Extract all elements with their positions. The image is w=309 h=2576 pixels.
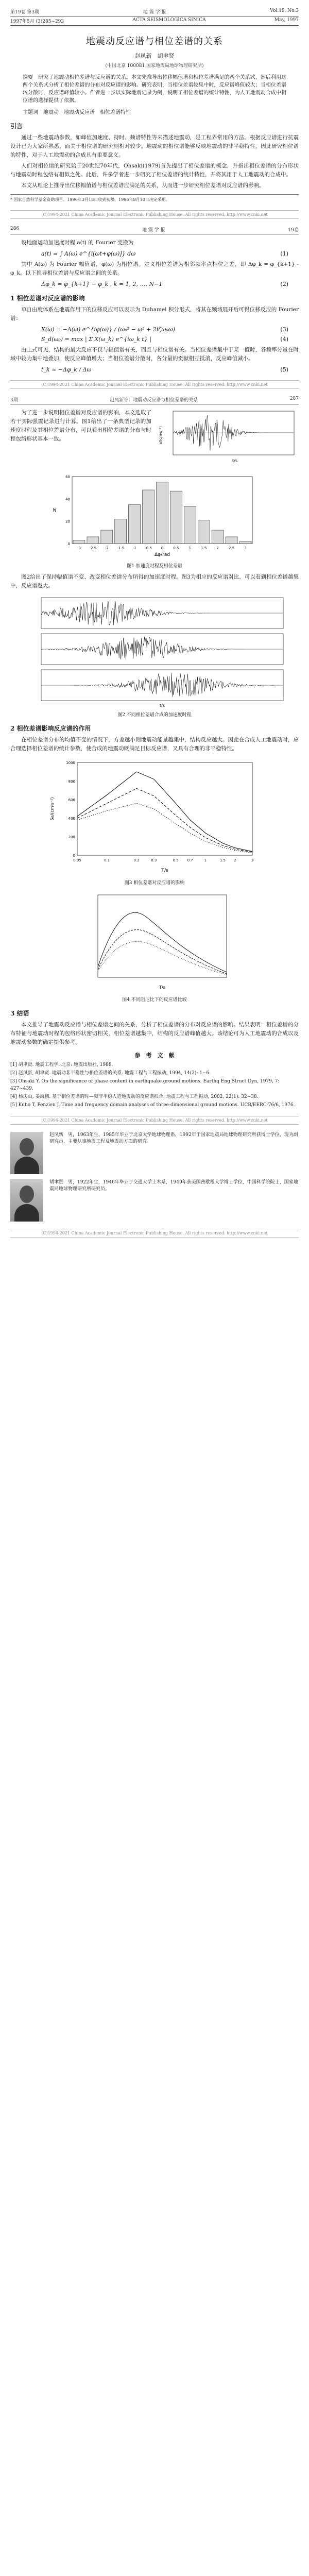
paper-authors: 赵凤新 胡聿贤 bbox=[134, 53, 175, 59]
figure-1-histogram bbox=[10, 471, 299, 569]
header-left: 第19卷 第3期 bbox=[10, 10, 40, 15]
paper-affiliation: (中国北京 100081 国家地震局地球物理研究所) bbox=[105, 63, 204, 69]
y-tick-label: 0 bbox=[73, 854, 75, 858]
x-tick-label: 3 bbox=[251, 858, 254, 862]
copyright-band: (C)1994-2021 China Academic Journal Electronic Publishing House. All rights reserved. http://www.cnki.net bbox=[10, 380, 299, 389]
equation-body: S_d(ω₀) = max | Σ X(ω_k) e^{iω_k t} | bbox=[41, 336, 151, 343]
reference-item: [1] 胡聿贤. 地震工程学. 北京: 地震出版社, 1988. bbox=[10, 1062, 113, 1067]
reference-list bbox=[10, 1061, 299, 1109]
histogram-bar bbox=[73, 540, 85, 544]
paragraph: 由上式可见，结构的最大反应不仅与幅值谱有关，而且与相位谱有关。当相位差谱集中于某一值时，各频率分量在时域中较为集中地叠加，使反应峰值增大；当相位差谱分散时，各分量的贡献相互抵消，反应峰值减小。 bbox=[10, 347, 299, 362]
reference-item: [3] Ohsaki Y. On the significance of phase content in earthquake ground motions. Earthq Eng Struct Dyn, 1979, 7: 427~439. bbox=[10, 1079, 280, 1091]
equation bbox=[41, 326, 288, 333]
header2-right: May, 1997 bbox=[274, 18, 299, 23]
histogram-bar bbox=[101, 530, 113, 544]
spectrum-curve-2 bbox=[98, 930, 227, 974]
x-tick-label: 0.3 bbox=[151, 858, 157, 862]
paragraph: 设地面运动加速度时程 a(t) 的 Fourier 变换为 bbox=[21, 240, 134, 246]
equation-body: X(ω) = −A(ω) e^{iφ(ω)} / (ω₀² − ω² + 2iζω₀ω) bbox=[41, 326, 175, 333]
figure-4 bbox=[10, 890, 299, 1003]
equation-number: (1) bbox=[280, 250, 288, 257]
running-title: 赵凤新等：地震动反应谱与相位差谱的关系 bbox=[110, 398, 198, 403]
paragraph: 为了进一步说明相位差谱对反应谱的影响，本文选取了若干实际强震记录进行计算。图1给出了一条典型记录的加速度时程及其相位差谱分布，可以看出相位差谱的分布与时程包络形状基本一致。 bbox=[10, 410, 151, 442]
y-axis-label: a/(cm·s⁻²) bbox=[159, 426, 163, 445]
x-tick-label: 2 bbox=[216, 546, 219, 550]
x-tick-label: 0.7 bbox=[187, 858, 193, 862]
journal-header bbox=[10, 8, 299, 16]
issue: 3期 bbox=[10, 398, 18, 403]
x-tick-label: 0.5 bbox=[173, 858, 179, 862]
equation-body: t_k ≈ −Δφ_k / Δω bbox=[41, 366, 92, 373]
x-axis-label: t/s bbox=[232, 459, 237, 463]
copyright-band: (C)1994-2021 China Academic Journal Electronic Publishing House. All rights reserved. http://www.cnki.net bbox=[10, 1116, 299, 1125]
x-tick-label: 1 bbox=[204, 858, 207, 862]
spectrum-curve-1 bbox=[98, 912, 227, 972]
histogram-bar bbox=[157, 482, 168, 544]
y-tick-label: 400 bbox=[68, 817, 75, 821]
header2-center: ACTA SEISMOLOGICA SINICA bbox=[132, 18, 206, 23]
author-bio-text: 赵凤新 男，1963年生，1985年毕业于北京大学地球物理系，1992年于国家地震局地球物理研究所获博士学位，现为副研究员，主要从事地震工程及地震动方面的研究。 bbox=[49, 1132, 298, 1144]
paragraph: 人们对相位谱的研究始于20世纪70年代，Ohsaki(1979)首先提出了相位差谱的概念，并指出相位差谱的分布形状与地震动时程包络有相似之处。此后，许多学者进一步研究了相位差谱的统计特性，并将其用于人工地震动的合成中。 bbox=[10, 163, 299, 178]
text-column bbox=[10, 409, 151, 467]
x-tick-label: -2 bbox=[105, 546, 109, 550]
paragraph: 图2给出了保持幅值谱不变、改变相位差谱分布所得的加速度时程。图3为相应的反应谱对比，可以看到相位差谱越集中，反应谱越大。 bbox=[10, 574, 299, 589]
x-tick-label: -2.5 bbox=[89, 546, 97, 550]
equation bbox=[41, 250, 288, 257]
spectrum-series-line bbox=[77, 803, 252, 853]
copyright-band: (C)1994-2021 China Academic Journal Electronic Publishing House. All rights reserved. http://www.cnki.net bbox=[10, 210, 299, 219]
x-tick-label: 1 bbox=[188, 546, 192, 550]
header2-left: 1997年5月 (3)285~293 bbox=[10, 19, 64, 24]
section-intro: 引言 bbox=[10, 123, 23, 130]
histogram-bar bbox=[87, 537, 99, 544]
x-axis-label: Δφ/rad bbox=[154, 552, 170, 557]
y-tick-label: 600 bbox=[68, 798, 75, 802]
volume: 19卷 bbox=[288, 228, 299, 233]
y-tick-label: 0 bbox=[67, 542, 70, 546]
header-center: 地 震 学 报 bbox=[143, 10, 166, 15]
synthetic-accelerograms bbox=[21, 595, 288, 708]
reference-item: [4] 杨庆山, 姜海鹏. 基于相位差谱的时—频非平稳人造地震动的反应谱拟合. 地震工程与工程振动, 2002, 22(1): 32~38. bbox=[10, 1094, 259, 1099]
figure-2 bbox=[10, 595, 299, 718]
plot-frame bbox=[77, 762, 252, 855]
histogram-bar bbox=[198, 520, 210, 544]
x-tick-label: 0.5 bbox=[173, 546, 179, 550]
paragraph: 通过一些地震动参数，如峰值加速度、持时、频谱特性等来描述地震动，是工程界常用的方法。根据反应谱进行抗震设计已为大家所熟悉，而关于相位谱的研究则相对较少。地震动的相位谱能够反映地震动的非平稳特性，因此研究相位谱的特性，对于人工地震动的合成具有重要意义。 bbox=[10, 134, 299, 158]
y-axis-label: N bbox=[53, 508, 57, 513]
header-right: Vol.19, No.3 bbox=[270, 8, 299, 13]
section-heading: 2 相位差谱影响反应谱的作用 bbox=[10, 725, 91, 732]
figure-3 bbox=[10, 757, 299, 886]
figure-row bbox=[10, 409, 299, 467]
page-number: 287 bbox=[289, 396, 299, 401]
paragraph: 在相位差谱分布的均值不变的情况下，方差越小则地震动能量越集中，结构反应越大。因此在合成人工地震动时，应合理选择相位差谱的统计参数，使合成的地震动既满足目标反应谱，又具有合理的非平稳特性。 bbox=[10, 737, 299, 752]
histogram-bar bbox=[239, 541, 251, 544]
references-heading: 参 考 文 献 bbox=[134, 1052, 175, 1059]
x-tick-label: -3 bbox=[77, 546, 81, 550]
copyright-band: (C)1994-2021 China Academic Journal Electronic Publishing House. All rights reserved. http://www.cnki.net bbox=[10, 1229, 299, 1238]
x-tick-label: 1.5 bbox=[201, 546, 207, 550]
author-bios bbox=[10, 1132, 299, 1222]
response-spectrum-plot bbox=[46, 757, 263, 876]
acceleration-trace-a bbox=[41, 601, 283, 626]
x-axis-label: T/s bbox=[159, 985, 165, 990]
paper-title: 地震动反应谱与相位差谱的关系 bbox=[86, 36, 223, 47]
equation bbox=[41, 336, 288, 343]
x-tick-label: -1.5 bbox=[117, 546, 125, 550]
y-tick-label: 1000 bbox=[66, 761, 75, 765]
y-tick-label: 800 bbox=[68, 779, 75, 784]
equation bbox=[41, 281, 288, 287]
equation-number: (2) bbox=[280, 281, 288, 287]
equation-body: a(t) = ∫ A(ω) e^{i[ωt+φ(ω)]} dω bbox=[41, 250, 136, 257]
author-photo bbox=[10, 1132, 43, 1174]
spectrum-series-line bbox=[77, 788, 252, 852]
equation-body: Δφ_k = φ_{k+1} − φ_k , k = 1, 2, …, N−1 bbox=[41, 281, 163, 287]
damping-spectrum-plot bbox=[77, 890, 232, 993]
acceleration-trace-c bbox=[41, 673, 283, 697]
accelerogram-plot bbox=[158, 409, 297, 465]
paragraph: 其中 A(ω) 为 Fourier 幅值谱，φ(ω) 为相位谱。定义相位差谱为相邻频率点相位之差，即 Δφ_k = φ_{k+1} - φ_k。以下推导相位差谱与反应谱之间的关系。 bbox=[10, 261, 299, 276]
histogram-bar bbox=[143, 490, 154, 544]
x-tick-label: 3 bbox=[244, 546, 247, 550]
journal-header-2 bbox=[10, 18, 299, 26]
y-tick-label: 200 bbox=[68, 835, 75, 839]
figure-caption: 图3 相位差谱对反应谱的影响 bbox=[124, 880, 185, 886]
keywords: 主题词 地震动 地震动反应谱 相位差谱特性 bbox=[23, 110, 131, 115]
histogram-bar bbox=[115, 519, 127, 544]
histogram-bar bbox=[170, 491, 182, 544]
figure-caption: 图1 加速度时程及相位差谱 bbox=[127, 564, 182, 569]
spectrum-curve-3 bbox=[98, 941, 227, 975]
abstract: 摘要 研究了地震动相位差谱与反应谱的关系。本文先推导出位移幅值谱和相位差谱满足的两个关系式，然后利用这两个关系式分析了相位差谱的分布对反应谱的影响。研究表明，当相位差谱较集中时，反应谱峰值较大；当相位差谱较分散时，反应谱峰值较小。作者进一步以实际地震记录为例，说明了相位差谱的统计特性，为人工地震动合成中相位谱的选择提供了依据。 bbox=[23, 75, 286, 104]
figure-1 bbox=[158, 409, 299, 467]
journal-name: 地 震 学 报 bbox=[142, 228, 165, 233]
x-tick-label: 0.2 bbox=[133, 858, 140, 862]
y-tick-label: 20 bbox=[65, 519, 70, 524]
page-number: 286 bbox=[10, 226, 20, 231]
y-tick-label: 60 bbox=[65, 475, 70, 479]
running-header bbox=[10, 396, 299, 404]
author-bio bbox=[10, 1179, 299, 1222]
x-tick-label: 0.1 bbox=[104, 858, 110, 862]
histogram-bar bbox=[129, 504, 141, 544]
y-axis-label: Sa/(cm·s⁻²) bbox=[50, 797, 55, 821]
equation bbox=[41, 366, 288, 373]
paragraph: 单自由度体系在地震作用下的位移反应可以表示为 Duhamel 积分形式，将其在频域展开后可得位移反应的 Fourier 谱： bbox=[10, 307, 299, 321]
figure-caption: 图4 不同阻尼比下的反应谱比较 bbox=[122, 997, 187, 1003]
histogram-bar bbox=[226, 537, 237, 544]
paragraph: 本文从理论上推导出位移幅值谱与相位差谱应满足的关系，从而进一步研究相位差谱对反应谱的影响。 bbox=[21, 182, 265, 189]
x-tick-label: -1 bbox=[132, 546, 136, 550]
x-tick-label: 1.5 bbox=[219, 858, 226, 862]
x-axis-label: T/s bbox=[161, 868, 168, 873]
histogram-bar bbox=[184, 507, 196, 544]
x-tick-label: 0 bbox=[161, 546, 164, 550]
paper-page bbox=[10, 0, 299, 1238]
spectrum-series-line bbox=[77, 772, 252, 852]
x-tick-label: 2 bbox=[234, 858, 236, 862]
reference-item: [5] Kubo T, Penzien J. Time and frequency domain analyses of three-dimensional ground motions. UCB/EERC-76/6, 1976. bbox=[10, 1103, 295, 1108]
histogram-bar bbox=[212, 530, 224, 544]
author-bio bbox=[10, 1132, 299, 1174]
reference-item: [2] 赵凤新, 胡聿贤. 地震动非平稳性与相位差谱的关系. 地震工程与工程振动, 1994, 14(2): 1~6. bbox=[10, 1071, 211, 1076]
author-photo bbox=[10, 1179, 43, 1222]
phase-difference-histogram bbox=[46, 471, 263, 559]
x-axis-label: t/s bbox=[160, 703, 165, 708]
equation-number: (3) bbox=[280, 326, 288, 333]
footnote: * 国家自然科学基金资助项目。1996年3月18日收到初稿，1996年8月10日决定采用。 bbox=[10, 194, 299, 203]
equation-number: (4) bbox=[280, 336, 288, 343]
acceleration-trace-b bbox=[41, 637, 283, 659]
y-tick-label: 40 bbox=[65, 497, 70, 502]
section-heading: 1 相位差谱对反应谱的影响 bbox=[10, 295, 85, 302]
x-tick-label: -0.5 bbox=[145, 546, 152, 550]
author-bio-text: 胡聿贤 男，1922年生，1946年毕业于交通大学土木系，1949年获美国密歇根大学博士学位，中国科学院院士，国家地震局地球物理研究所研究员。 bbox=[49, 1180, 298, 1192]
equation-number: (5) bbox=[280, 366, 288, 373]
x-tick-label: 2.5 bbox=[229, 546, 235, 550]
figure-caption: 图2 不同相位差谱合成的加速度时程 bbox=[117, 713, 192, 718]
paragraph: 本文推导了地震动反应谱与相位差谱之间的关系，分析了相位差谱的分布对反应谱的影响。结果表明：相位差谱的分布特征与地震动时程的包络形状密切相关，相位差谱越集中，结构的反应谱峰值越大。该结论可为人工地震动的合成以及地震动参数的确定提供参考。 bbox=[10, 1022, 299, 1045]
section-heading: 3 结语 bbox=[10, 1010, 29, 1017]
x-tick-label: 0.05 bbox=[73, 858, 81, 862]
running-header bbox=[10, 226, 299, 234]
